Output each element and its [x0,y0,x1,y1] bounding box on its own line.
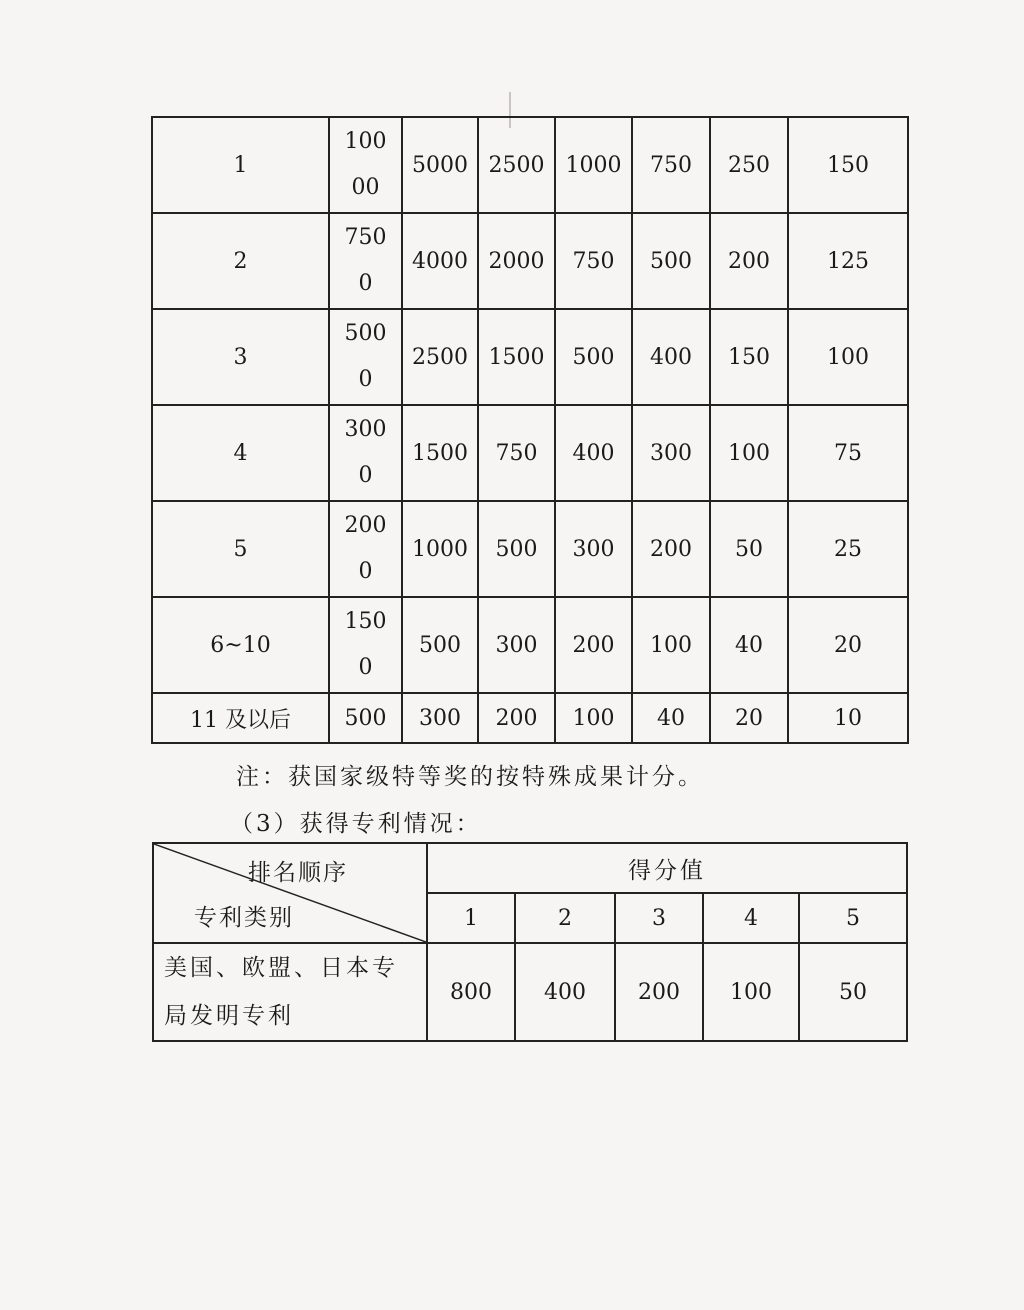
rank-cell: 3 [152,309,329,405]
split-value-top: 100 [344,129,387,154]
first-score-cell [329,213,402,309]
first-score-cell [329,597,402,693]
rank-cell: 11 及以后 [152,693,329,743]
score-cell: 400 [555,405,632,501]
score-cell: 750 [632,117,710,213]
category-line-1: 美国、欧盟、日本专 [164,955,398,981]
score-cell: 10 [788,693,908,743]
split-value-bottom: 0 [358,655,373,680]
table-row [152,405,908,501]
score-cell: 200 [710,213,788,309]
rank-cell: 6~10 [152,597,329,693]
score-cell: 20 [788,597,908,693]
score-cell: 4000 [402,213,478,309]
split-value-bottom: 0 [358,271,373,296]
patent-score-cell: 800 [427,943,515,1041]
split-value-bottom: 0 [358,463,373,488]
table-row [152,597,908,693]
score-cell: 250 [710,117,788,213]
rank-cell: 1 [152,117,329,213]
rank-cell: 2 [152,213,329,309]
table-row [152,693,908,743]
patent-score-cell: 50 [799,943,907,1041]
score-cell: 20 [710,693,788,743]
score-cell: 5000 [402,117,478,213]
table-row [152,117,908,213]
diagonal-header-cell [153,843,427,943]
score-cell: 40 [710,597,788,693]
score-cell: 125 [788,213,908,309]
score-cell: 2500 [402,309,478,405]
score-cell: 1500 [478,309,555,405]
category-line-2: 局发明专利 [164,1003,294,1029]
first-score-cell [329,405,402,501]
score-cell: 300 [402,693,478,743]
score-cell: 2000 [478,213,555,309]
score-cell: 2500 [478,117,555,213]
split-value-top: 150 [344,609,387,634]
split-value-bottom: 0 [358,367,373,392]
patent-score-table [152,842,908,1042]
score-cell: 500 [329,693,402,743]
score-cell: 300 [555,501,632,597]
split-value-top: 300 [344,417,387,442]
score-cell: 150 [710,309,788,405]
score-cell: 100 [632,597,710,693]
score-cell: 500 [555,309,632,405]
rank-header: 4 [703,893,799,943]
score-cell: 1000 [402,501,478,597]
score-cell: 1000 [555,117,632,213]
score-cell: 400 [632,309,710,405]
note-text: 注：获国家级特等奖的按特殊成果计分。 [236,764,704,790]
table-row [152,501,908,597]
score-cell: 1500 [402,405,478,501]
split-value-top: 200 [344,513,387,538]
patent-category [153,943,427,1041]
first-score-cell [329,309,402,405]
award-score-table [151,116,909,744]
score-cell: 200 [555,597,632,693]
rank-header: 1 [427,893,515,943]
split-value-bottom: 0 [358,559,373,584]
diag-top-label: 排名顺序 [248,860,348,886]
score-cell: 500 [478,501,555,597]
score-cell: 100 [710,405,788,501]
score-cell: 750 [555,213,632,309]
score-cell: 300 [632,405,710,501]
rank-header: 5 [799,893,907,943]
diag-bottom-label: 专利类别 [194,905,294,931]
score-header: 得分值 [427,843,907,893]
rank-header: 3 [615,893,703,943]
score-cell: 100 [555,693,632,743]
score-cell: 500 [632,213,710,309]
score-cell: 200 [632,501,710,597]
score-cell: 50 [710,501,788,597]
patent-score-cell: 100 [703,943,799,1041]
split-value-bottom: 00 [351,175,380,200]
score-cell: 200 [478,693,555,743]
section-title: （3）获得专利情况： [230,811,482,837]
score-cell: 500 [402,597,478,693]
rank-cell: 5 [152,501,329,597]
score-cell: 75 [788,405,908,501]
score-cell: 150 [788,117,908,213]
split-value-top: 500 [344,321,387,346]
score-cell: 750 [478,405,555,501]
rank-cell: 4 [152,405,329,501]
first-score-cell [329,501,402,597]
patent-score-cell: 200 [615,943,703,1041]
rank-header: 2 [515,893,615,943]
table-row [152,309,908,405]
first-score-cell [329,117,402,213]
patent-score-cell: 400 [515,943,615,1041]
split-value-top: 750 [344,225,387,250]
score-cell: 25 [788,501,908,597]
score-cell: 40 [632,693,710,743]
score-cell: 300 [478,597,555,693]
table-row [152,213,908,309]
score-cell: 100 [788,309,908,405]
